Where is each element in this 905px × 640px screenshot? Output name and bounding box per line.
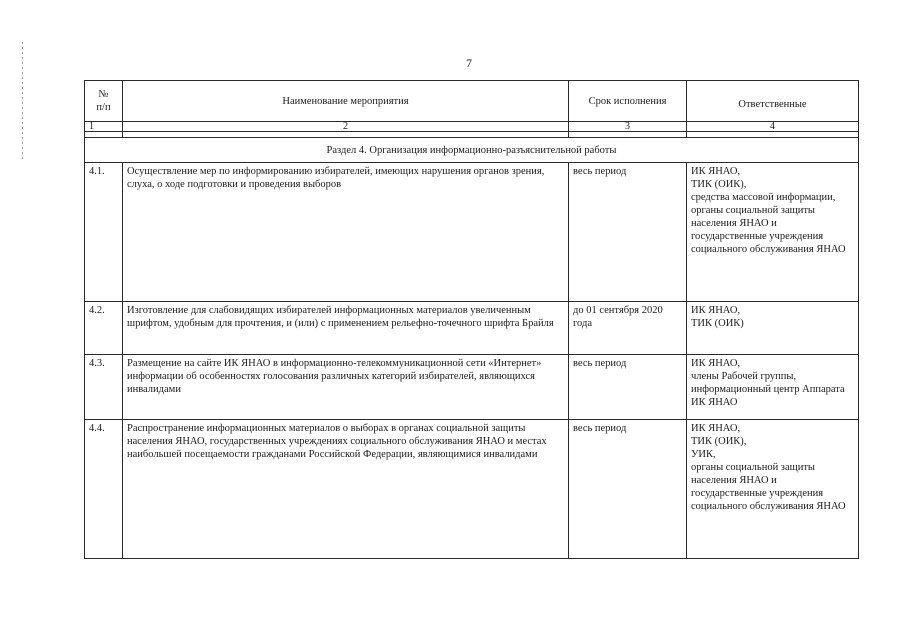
row-term: весь период bbox=[569, 163, 687, 302]
row-responsible bbox=[687, 302, 859, 355]
row-number: 4.1. bbox=[85, 163, 123, 302]
column-number: 2 bbox=[123, 122, 569, 132]
column-number: 3 bbox=[569, 122, 687, 132]
scan-margin-mark bbox=[22, 42, 23, 162]
responsible-item: ТИК (ОИК) bbox=[691, 318, 744, 329]
row-name: Размещение на сайте ИК ЯНАО в информационно-телекоммуникационной сети «Интернет» информации об особенностях голосования различных категорий избирателей, являющихся инвалидами bbox=[123, 355, 569, 420]
row-responsible bbox=[687, 420, 859, 559]
header-name: Наименование мероприятия bbox=[123, 81, 569, 122]
responsible-item: ИК ЯНАО, bbox=[691, 166, 741, 177]
responsible-item: ТИК (ОИК), bbox=[691, 179, 747, 190]
table-row bbox=[85, 420, 859, 559]
responsible-item: ИК ЯНАО, bbox=[691, 423, 741, 434]
page-number: 7 bbox=[466, 56, 472, 70]
section-row bbox=[85, 138, 859, 163]
column-numbers-row bbox=[85, 122, 859, 132]
responsible-item: средства массовой информации, bbox=[691, 192, 836, 203]
table-row bbox=[85, 355, 859, 420]
row-responsible bbox=[687, 163, 859, 302]
responsible-item: ТИК (ОИК), bbox=[691, 436, 747, 447]
header-term: Срок исполнения bbox=[569, 81, 687, 122]
row-term: весь период bbox=[569, 355, 687, 420]
row-number: 4.4. bbox=[85, 420, 123, 559]
column-number: 1 bbox=[85, 122, 123, 132]
table-row bbox=[85, 163, 859, 302]
table-header-row bbox=[85, 81, 859, 122]
section-title: Раздел 4. Организация информационно-разъяснительной работы bbox=[85, 138, 859, 163]
responsible-item: информационный центр Аппарата ИК ЯНАО bbox=[691, 384, 845, 408]
row-name: Изготовление для слабовидящих избирателей информационных материалов увеличенным шрифтом, удобным для прочтения, и (или) с применением рельефно-точечного шрифта Брайля bbox=[123, 302, 569, 355]
header-responsible: Ответственные bbox=[687, 81, 859, 122]
column-number: 4 bbox=[687, 122, 859, 132]
row-name: Осуществление мер по информированию избирателей, имеющих нарушения органов зрения, слуха, о ходе подготовки и проведения выборов bbox=[123, 163, 569, 302]
responsible-item: органы социальной защиты населения ЯНАО и государственные учреждения социального обслуживания ЯНАО bbox=[691, 462, 846, 512]
responsible-item: члены Рабочей группы, bbox=[691, 371, 797, 382]
row-name: Распространение информационных материалов о выборах в органах социальной защиты населения ЯНАО, государственных учреждениях социального обслуживания ЯНАО и местах наибольшей посещаемости гражданами Российской Федерации, являющимися инвалидами bbox=[123, 420, 569, 559]
responsible-item: УИК, bbox=[691, 449, 716, 460]
row-number: 4.2. bbox=[85, 302, 123, 355]
row-number: 4.3. bbox=[85, 355, 123, 420]
table-row bbox=[85, 302, 859, 355]
responsible-item: ИК ЯНАО, bbox=[691, 358, 741, 369]
measures-table bbox=[84, 80, 859, 559]
row-responsible bbox=[687, 355, 859, 420]
responsible-item: ИК ЯНАО, bbox=[691, 305, 741, 316]
row-term: весь период bbox=[569, 420, 687, 559]
row-term: до 01 сентября 2020 года bbox=[569, 302, 687, 355]
header-number: № п/п bbox=[85, 81, 123, 122]
responsible-item: органы социальной защиты населения ЯНАО и государственные учреждения социального обслуживания ЯНАО bbox=[691, 205, 846, 255]
